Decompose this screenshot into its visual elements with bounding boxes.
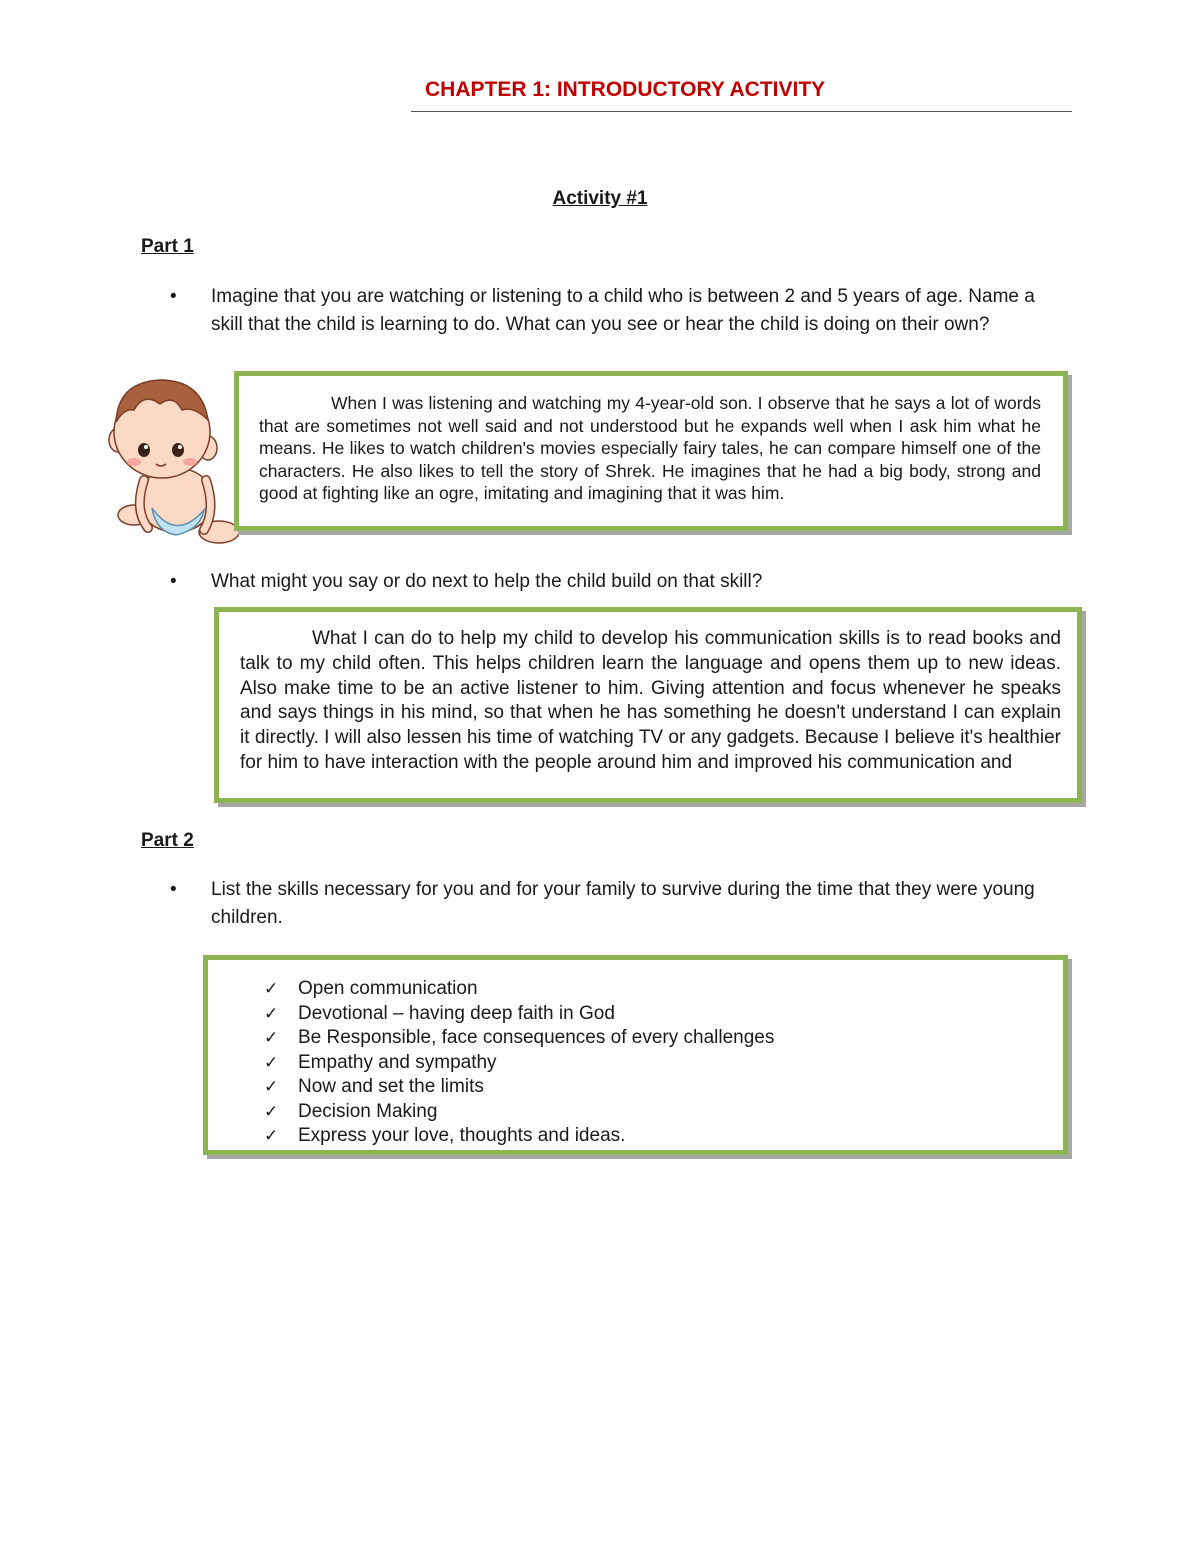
- eye-highlight: [178, 445, 182, 449]
- list-item: ✓ Devotional – having deep faith in God: [262, 1002, 1042, 1027]
- answer-text-2: What I can do to help my child to develop his communication skills is to read books and talk to my child often. This helps children learn the language and opens them up to new ideas. Also make time to be an active listener to him. Giving attention and focus whenever he speaks and says things in his mind, so that when he has something he doesn't understand I can explain it directly. I will also lessen his time of watching TV or any gadgets. Because I believe it's healthier for him to have interaction with the people around him and improved his communication and: [240, 628, 1061, 773]
- activity-title: Activity #1: [552, 188, 648, 209]
- question-text: List the skills necessary for you and for your family to survive during the time that they were young children.: [211, 879, 1035, 928]
- question-text: What might you say or do next to help the child build on that skill?: [211, 571, 763, 592]
- answer-box-1: [234, 371, 1068, 531]
- baby-eye: [138, 443, 150, 457]
- list-item: ✓ Be Responsible, face consequences of every challenges: [262, 1026, 1042, 1051]
- bullet-icon: •: [170, 571, 177, 592]
- skills-list: [262, 977, 1042, 1149]
- part1-heading: Part 1: [141, 236, 194, 257]
- list-item: ✓ Express your love, thoughts and ideas.: [262, 1124, 1042, 1149]
- skills-box: [203, 955, 1068, 1155]
- answer-box-2: [214, 607, 1082, 803]
- check-icon: ✓: [264, 979, 279, 998]
- baby-cheek: [127, 458, 141, 466]
- answer-text-1: When I was listening and watching my 4-year-old son. I observe that he says a lot of words that are sometimes not well said and not understood but he expands well when I ask him what he means. He likes to watch children's movies especially fairy tales, he can compare himself one of the characters. He also likes to tell the story of Shrek. He imagines that he had a big body, strong and good at fighting like an ogre, imitating and imagining that it was him.: [259, 393, 1041, 503]
- question-text: Imagine that you are watching or listening to a child who is between 2 and 5 years of age. Name a skill that the child is learning to do. What can you see or hear the child is doing on their own?: [211, 286, 1035, 335]
- list-item: ✓ Decision Making: [262, 1100, 1042, 1125]
- bullet-icon: •: [170, 286, 177, 307]
- check-icon: ✓: [264, 1028, 279, 1047]
- baby-illustration: [104, 370, 244, 550]
- header-rule: [411, 111, 1072, 112]
- check-icon: ✓: [264, 1126, 279, 1145]
- bullet-icon: •: [170, 879, 177, 900]
- list-item: ✓ Now and set the limits: [262, 1075, 1042, 1100]
- check-icon: ✓: [264, 1077, 279, 1096]
- check-icon: ✓: [264, 1101, 279, 1121]
- part2-heading: Part 2: [141, 830, 194, 851]
- baby-cheek: [183, 458, 197, 466]
- eye-highlight: [144, 445, 148, 449]
- list-item: ✓ Open communication: [262, 977, 1042, 1002]
- check-icon: ✓: [264, 1003, 279, 1023]
- check-icon: ✓: [264, 1052, 279, 1072]
- list-item: ✓ Empathy and sympathy: [262, 1051, 1042, 1076]
- chapter-title: CHAPTER 1: INTRODUCTORY ACTIVITY: [425, 78, 826, 101]
- baby-eye: [172, 443, 184, 457]
